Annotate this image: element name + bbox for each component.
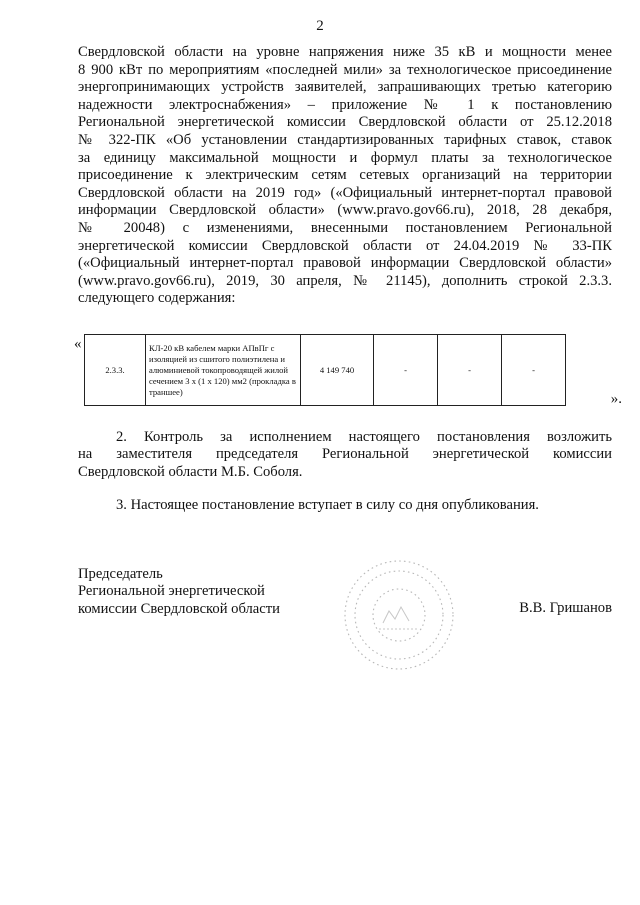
body-line: № 322-ПК «Об установлении стандартизированных тарифных ставок, ставок	[78, 131, 612, 148]
body-line: энергопринимающих устройств заявителей, запрашивающих третью категорию	[78, 79, 612, 96]
open-quote: «	[74, 336, 82, 352]
row-number-cell: 2.3.3.	[85, 335, 146, 406]
signatory-title-line: Региональной энергетической	[78, 583, 265, 600]
paragraph-2-line: на заместителя председателя Региональной энергетической комиссии	[78, 446, 612, 463]
paragraph-3: 3. Настоящее постановление вступает в силу со дня опубликования.	[116, 497, 539, 514]
body-line: присоединение к электрическим сетям сетевых организаций на территории	[78, 167, 612, 184]
close-quote: ».	[610, 391, 622, 407]
body-line: Свердловской области на 2019 год» («Официальный интернет-портал правовой	[78, 184, 612, 201]
body-text	[78, 44, 612, 308]
body-line: № 20048) с изменениями, внесенными постановлением Региональной	[78, 219, 612, 236]
body-line: (www.pravo.gov66.ru), 2019, 30 апреля, № 21145), дополнить строкой 2.3.3.	[78, 272, 612, 289]
row-cell-4: -	[374, 335, 438, 406]
body-line: Региональной энергетической комиссии Свердловской области от 25.12.2018	[78, 114, 612, 131]
body-line: надежности электроснабжения» – приложение № 1 к постановлению	[78, 96, 612, 113]
body-line: 8 900 кВт по мероприятиям «последней мили» за технологическое присоединение	[78, 61, 612, 78]
tariff-table	[84, 334, 566, 406]
body-line: информации Свердловской области» (www.pravo.gov66.ru), 2018, 28 декабря,	[78, 202, 612, 219]
body-line: следующего содержания:	[78, 290, 236, 307]
body-line: («Официальный интернет-портал правовой информации Свердловской области»	[78, 255, 612, 272]
body-line: за единицу максимальной мощности и формул платы за технологическое	[78, 149, 612, 166]
page-number: 2	[316, 18, 324, 34]
paragraph-2-line: 2. Контроль за исполнением настоящего постановления возложить	[116, 429, 612, 445]
table-row	[85, 335, 566, 406]
row-cell-5: -	[438, 335, 502, 406]
signature-block	[78, 566, 280, 618]
row-cell-6: -	[502, 335, 566, 406]
body-line: Свердловской области на уровне напряжения ниже 35 кВ и мощности менее	[78, 44, 612, 60]
signatory-title-line: Председатель	[78, 566, 163, 582]
tariff-table-block	[74, 334, 622, 408]
signatory-title-line: комиссии Свердловской области	[78, 600, 280, 617]
body-line: энергетической комиссии Свердловской области от 24.04.2019 № 33-ПК	[78, 237, 612, 254]
row-description-cell: КЛ-20 кВ кабелем марки АПвПг с изоляцией из сшитого полиэтилена и алюминиевой токопроводящей жилой сечением 3 x (1 x 120) мм2 (прокладка в траншее)	[146, 335, 301, 406]
row-value-cell: 4 149 740	[301, 335, 374, 406]
faded-seal-stamp	[339, 553, 459, 678]
paragraph-2-line: Свердловской области М.Б. Соболя.	[78, 463, 303, 480]
signatory-name: В.В. Гришанов	[519, 600, 612, 616]
resolution-paragraphs	[78, 429, 612, 515]
